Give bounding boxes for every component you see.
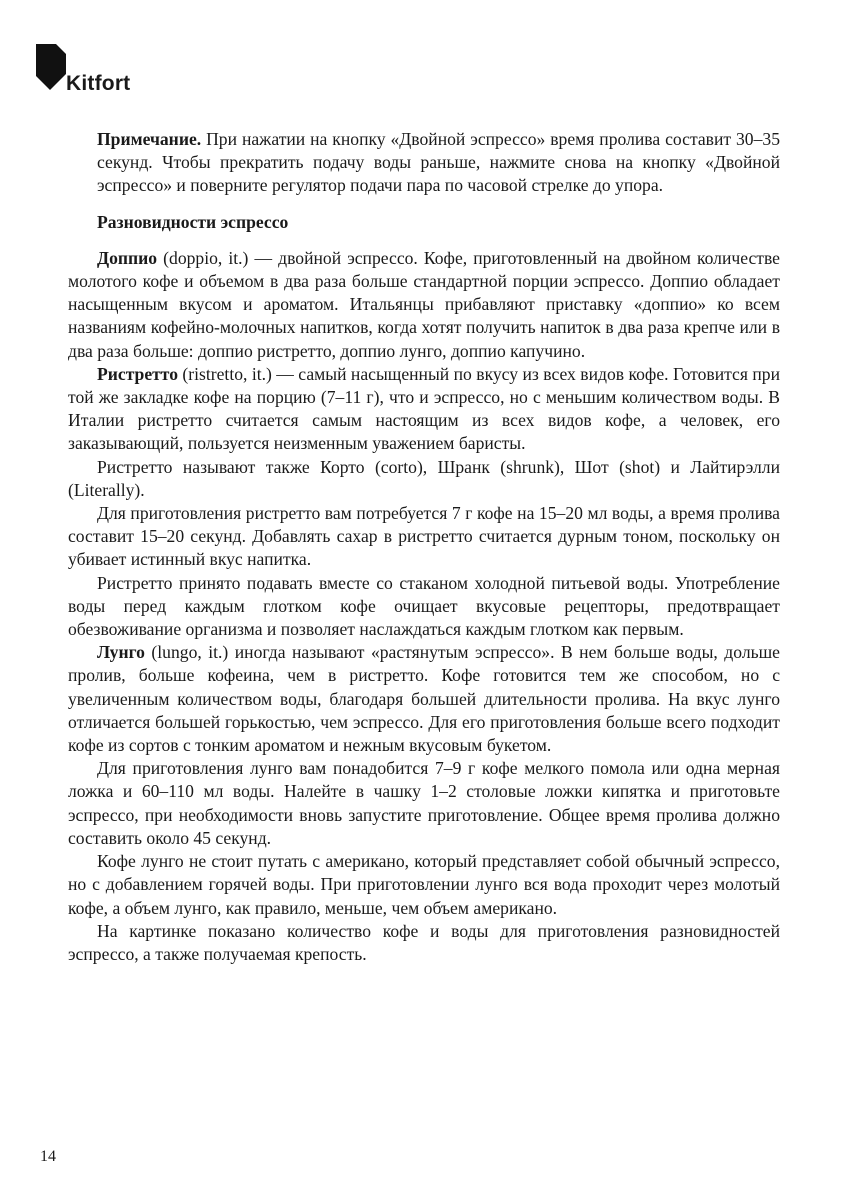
section-heading: Разновидности эспрессо (97, 211, 289, 232)
paragraph-picture-note: На картинке показано количество кофе и воды для приготовления разновидностей эспрессо, а также получаемая крепость. (68, 920, 780, 964)
term-doppio: Доппио (97, 247, 158, 268)
paragraph-doppio: Доппио (doppio, it.) — двойной эспрессо. Кофе, приготовленный на двойном количестве молотого кофе и объемом в два раза больше стандартной порции эспрессо. Доппио обладает насыщенным вкусом и ароматом. Итальянцы прибавляют приставку «доппио» ко всем названиям кофейно-молочных напитков, когда хотят получить напиток в два раза крепче или в два раза больше: доппио ристретто, доппио лунго, доппио капучино. (68, 247, 780, 361)
note-text: При нажатии на кнопку «Двойной эспрессо» время пролива составит 30–35 секунд. Чтобы прекратить подачу воды раньше, нажмите снова на кнопку «Двойной эспрессо» и поверните регулятор подачи пара по часовой стрелке до упора. (97, 129, 780, 196)
paragraph-lungo: Лунго (lungo, it.) иногда называют «растянутым эспрессо». В нем больше воды, дольше пролив, больше кофеина, чем в ристретто. Кофе готовится тем же способом, но с увеличенным количеством воды, благодаря большей длительности пролива. На вкус лунго отличается большей горькостью, чем эспрессо. Для его приготовления больше всего подходит кофе из сортов с тонким ароматом и нежным вкусовым букетом. (68, 642, 780, 756)
note-paragraph (68, 128, 780, 198)
term-lungo: Лунго (97, 642, 145, 663)
document-body (68, 128, 780, 966)
paragraph-lungo-vs-americano: Кофе лунго не стоит путать с американо, который представляет собой обычный эспрессо, но с добавлением горячей воды. При приготовлении лунго вся вода проходит через молотый кофе, а объем лунго, как правило, меньше, чем объем американо. (68, 851, 780, 918)
paragraph-ristretto: Ристретто (ristretto, it.) — самый насыщенный по вкусу из всех видов кофе. Готовится при той же закладке кофе на порцию (7–11 г), что и эспрессо, но с меньшим количеством воды. В Италии ристретто считается самым настоящим из всех видов кофе, а человек, его заказывающий, пользуется неизменным уважением баристы. (68, 363, 780, 454)
paragraph-ristretto-serving: Ристретто принято подавать вместе со стаканом холодной питьевой воды. Употребление воды перед каждым глотком кофе очищает вкусовые рецепторы, предотвращает обезвоживание организма и позволяет наслаждаться каждым глотком как первым. (68, 572, 780, 640)
term-ristretto: Ристретто (97, 363, 178, 384)
brand-name: Kitfort (66, 72, 131, 95)
paragraph-ristretto-prep: Для приготовления ристретто вам потребуется 7 г кофе на 15–20 мл воды, а время пролива составит 15–20 секунд. Добавлять сахар в ристретто считается дурным тоном, поскольку он убивает истинный вкус напитка. (68, 503, 780, 570)
kitfort-logo-icon (36, 44, 66, 100)
page-number: 14 (40, 1148, 56, 1165)
paragraph-lungo-prep: Для приготовления лунго вам понадобится 7–9 г кофе мелкого помола или одна мерная ложка и 60–110 мл воды. Налейте в чашку 1–2 столовые ложки кипятка и приготовьте эспрессо, при необходимости вновь запустите приготовление. Общее время пролива должно составить около 45 секунд. (68, 758, 780, 848)
paragraph-ristretto-names: Ристретто называют также Корто (corto), Шранк (shrunk), Шот (shot) и Лайтирэлли (Literally). (68, 456, 780, 500)
note-label: Примечание. (97, 129, 202, 149)
